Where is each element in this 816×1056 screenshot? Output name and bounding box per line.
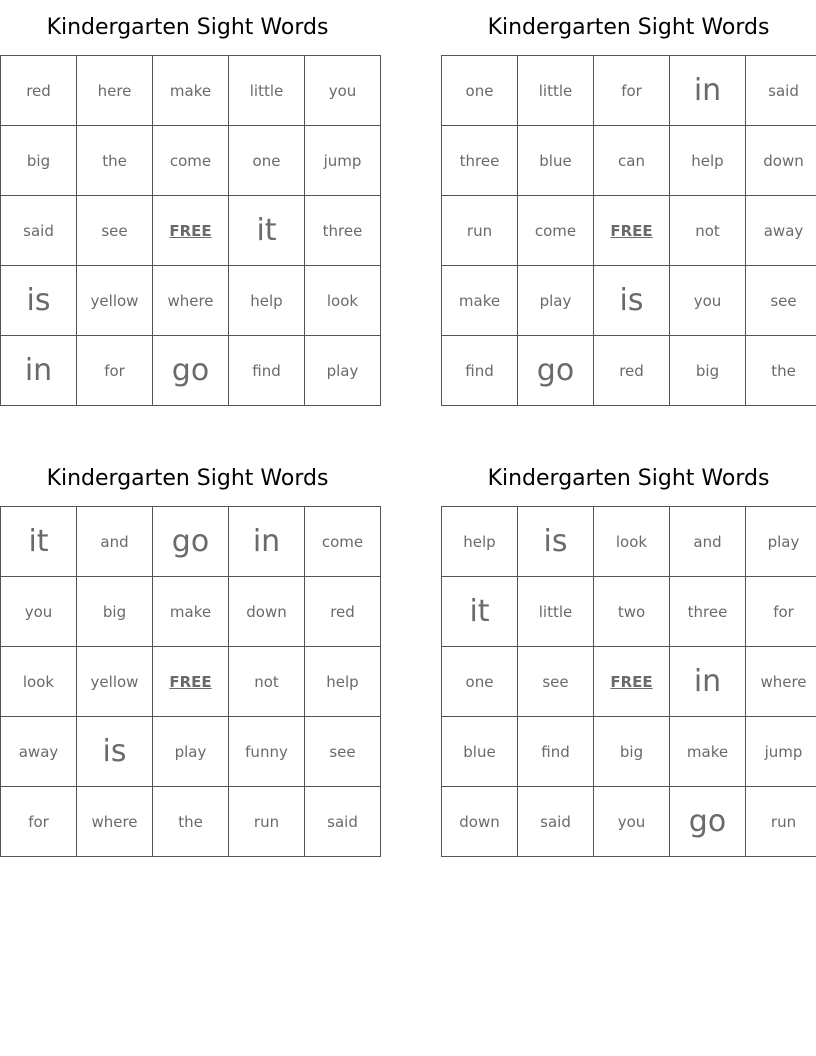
grid-row	[442, 336, 816, 406]
bingo-grid	[441, 506, 816, 857]
grid-row	[442, 266, 816, 336]
word-cell: help	[229, 266, 305, 336]
word-cell: play	[153, 717, 229, 787]
word-cell: look	[1, 647, 77, 717]
word-cell: play	[746, 507, 816, 577]
word-cell: run	[229, 787, 305, 857]
word-cell: down	[442, 787, 518, 857]
grid-row	[442, 507, 816, 577]
word-cell: away	[1, 717, 77, 787]
word-cell: come	[518, 196, 594, 266]
free-space: FREE	[153, 647, 229, 717]
word-cell: make	[442, 266, 518, 336]
word-cell: you	[1, 577, 77, 647]
word-cell: for	[1, 787, 77, 857]
grid-row	[1, 336, 381, 406]
grid-row	[1, 787, 381, 857]
word-cell: play	[518, 266, 594, 336]
word-cell: big	[594, 717, 670, 787]
word-cell: the	[153, 787, 229, 857]
word-cell: for	[77, 336, 153, 406]
grid-row	[442, 787, 816, 857]
word-cell: look	[594, 507, 670, 577]
bingo-card-1	[0, 0, 375, 406]
word-cell: three	[442, 126, 518, 196]
word-cell: it	[229, 196, 305, 266]
word-cell: big	[77, 577, 153, 647]
bingo-grid	[0, 506, 381, 857]
word-cell: find	[229, 336, 305, 406]
word-cell: yellow	[77, 266, 153, 336]
word-cell: go	[153, 336, 229, 406]
grid-row	[1, 266, 381, 336]
word-cell: little	[229, 56, 305, 126]
word-cell: for	[746, 577, 816, 647]
bingo-card-2	[441, 0, 816, 406]
word-cell: where	[746, 647, 816, 717]
free-space: FREE	[594, 647, 670, 717]
word-cell: can	[594, 126, 670, 196]
word-cell: it	[442, 577, 518, 647]
word-cell: here	[77, 56, 153, 126]
word-cell: down	[746, 126, 816, 196]
free-space: FREE	[153, 196, 229, 266]
word-cell: in	[670, 56, 746, 126]
grid-row	[1, 647, 381, 717]
word-cell: red	[305, 577, 381, 647]
grid-row	[442, 717, 816, 787]
word-cell: two	[594, 577, 670, 647]
word-cell: see	[305, 717, 381, 787]
word-cell: you	[594, 787, 670, 857]
word-cell: funny	[229, 717, 305, 787]
word-cell: you	[670, 266, 746, 336]
word-cell: in	[1, 336, 77, 406]
word-cell: said	[518, 787, 594, 857]
word-cell: little	[518, 577, 594, 647]
word-cell: yellow	[77, 647, 153, 717]
card-title: Kindergarten Sight Words	[46, 15, 329, 40]
word-cell: not	[670, 196, 746, 266]
grid-row	[1, 507, 381, 577]
word-cell: blue	[518, 126, 594, 196]
word-cell: come	[153, 126, 229, 196]
word-cell: red	[594, 336, 670, 406]
word-cell: help	[305, 647, 381, 717]
word-cell: make	[670, 717, 746, 787]
grid-row	[1, 126, 381, 196]
word-cell: find	[442, 336, 518, 406]
word-cell: jump	[305, 126, 381, 196]
word-cell: see	[518, 647, 594, 717]
word-cell: where	[77, 787, 153, 857]
word-cell: is	[518, 507, 594, 577]
word-cell: the	[746, 336, 816, 406]
grid-row	[1, 196, 381, 266]
word-cell: where	[153, 266, 229, 336]
grid-row	[442, 577, 816, 647]
word-cell: in	[229, 507, 305, 577]
word-cell: for	[594, 56, 670, 126]
word-cell: is	[594, 266, 670, 336]
word-cell: help	[670, 126, 746, 196]
word-cell: said	[305, 787, 381, 857]
word-cell: three	[670, 577, 746, 647]
word-cell: little	[518, 56, 594, 126]
word-cell: go	[518, 336, 594, 406]
word-cell: is	[77, 717, 153, 787]
bingo-grid	[0, 55, 381, 406]
card-title: Kindergarten Sight Words	[487, 466, 770, 491]
word-cell: and	[670, 507, 746, 577]
word-cell: the	[77, 126, 153, 196]
word-cell: play	[305, 336, 381, 406]
word-cell: one	[229, 126, 305, 196]
card-title: Kindergarten Sight Words	[46, 466, 329, 491]
word-cell: make	[153, 56, 229, 126]
word-cell: one	[442, 56, 518, 126]
grid-row	[442, 126, 816, 196]
word-cell: find	[518, 717, 594, 787]
word-cell: not	[229, 647, 305, 717]
word-cell: blue	[442, 717, 518, 787]
word-cell: is	[1, 266, 77, 336]
word-cell: one	[442, 647, 518, 717]
word-cell: said	[1, 196, 77, 266]
grid-row	[1, 56, 381, 126]
word-cell: down	[229, 577, 305, 647]
word-cell: help	[442, 507, 518, 577]
word-cell: go	[153, 507, 229, 577]
word-cell: red	[1, 56, 77, 126]
word-cell: make	[153, 577, 229, 647]
word-cell: in	[670, 647, 746, 717]
word-cell: said	[746, 56, 816, 126]
grid-row	[1, 577, 381, 647]
word-cell: and	[77, 507, 153, 577]
word-cell: look	[305, 266, 381, 336]
word-cell: see	[746, 266, 816, 336]
word-cell: come	[305, 507, 381, 577]
word-cell: it	[1, 507, 77, 577]
word-cell: away	[746, 196, 816, 266]
word-cell: run	[442, 196, 518, 266]
word-cell: big	[670, 336, 746, 406]
card-title: Kindergarten Sight Words	[487, 15, 770, 40]
word-cell: run	[746, 787, 816, 857]
word-cell: big	[1, 126, 77, 196]
word-cell: three	[305, 196, 381, 266]
bingo-card-3	[0, 451, 375, 857]
grid-row	[1, 717, 381, 787]
word-cell: see	[77, 196, 153, 266]
grid-row	[442, 56, 816, 126]
bingo-card-4	[441, 451, 816, 857]
grid-row	[442, 196, 816, 266]
free-space: FREE	[594, 196, 670, 266]
word-cell: go	[670, 787, 746, 857]
bingo-grid	[441, 55, 816, 406]
word-cell: you	[305, 56, 381, 126]
word-cell: jump	[746, 717, 816, 787]
grid-row	[442, 647, 816, 717]
